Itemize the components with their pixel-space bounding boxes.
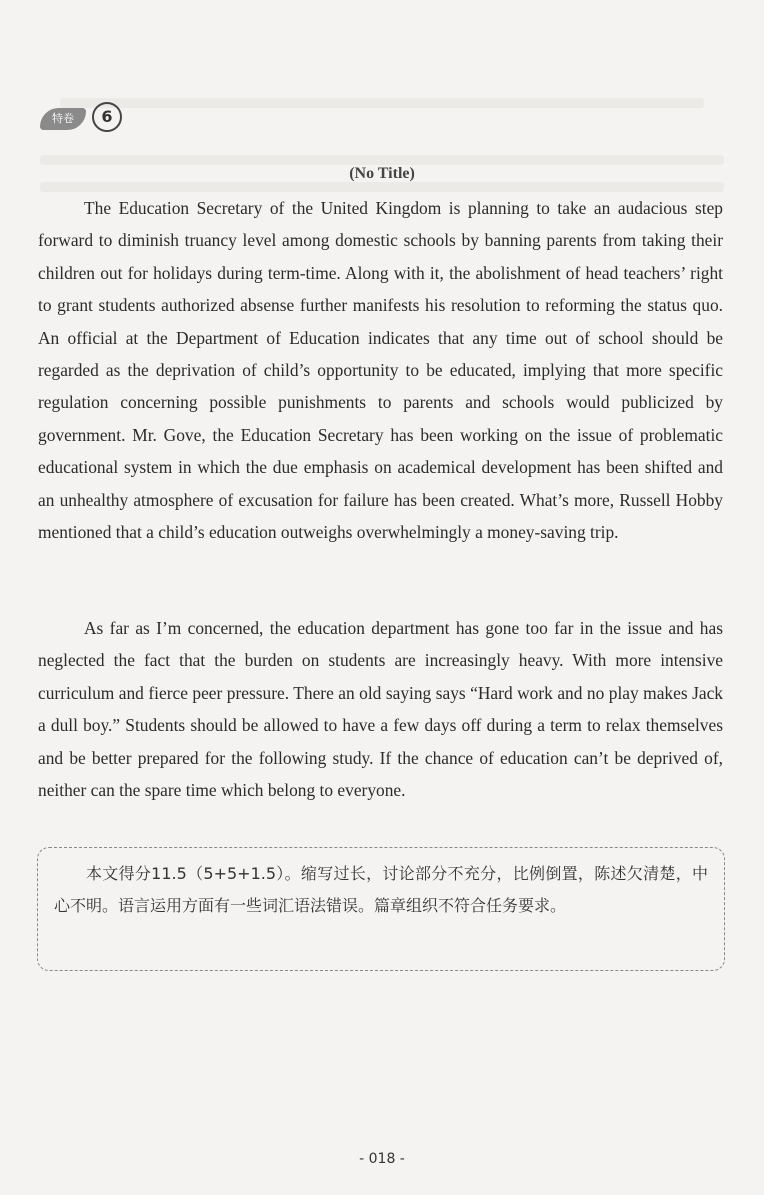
- bleed-through: [40, 182, 724, 192]
- badge-label: 特卷: [40, 108, 86, 130]
- teacher-comment-box: [37, 847, 725, 971]
- section-badge: [40, 100, 130, 134]
- bleed-through: [60, 98, 704, 108]
- essay-title: (No Title): [349, 165, 415, 182]
- essay-paragraph-1: The Education Secretary of the United Kingdom is planning to take an audacious step forward to diminish truancy level among domestic schools by banning parents from taking their children out for holidays during term-time. Along with it, the abolishment of head teachers’ right to grant students authorized absense further manifests his resolution to reforming the status quo. An official at the Department of Education indicates that any time out of school should be regarded as the deprivation of child’s opportunity to be educated, implying that more specific regulation concerning possible punishments to parents and schools would publicized by government. Mr. Gove, the Education Secretary has been working on the issue of problematic educational system in which the due emphasis on academical development has been shifted and an unhealthy atmosphere of excusation for failure has been created. What’s more, Russell Hobby mentioned that a child’s education outweighs overwhelmingly a money-saving trip.: [38, 198, 723, 543]
- page-number: - 018 -: [359, 1151, 405, 1167]
- badge-number: 6: [92, 102, 122, 132]
- bleed-through: [40, 155, 724, 165]
- essay-paragraph-2: As far as I’m concerned, the education department has gone too far in the issue and has neglected the fact that the burden on students are increasingly heavy. With more intensive curriculum and fierce peer pressure. There an old saying says “Hard work and no play makes Jack a dull boy.” Students should be allowed to have a few days off during a term to relax themselves and be better prepared for the following study. If the chance of education can’t be deprived of, neither can the spare time which belong to everyone.: [38, 618, 723, 801]
- teacher-comment: 本文得分11.5（5+5+1.5）。缩写过长，讨论部分不充分，比例倒置，陈述欠清楚，中心不明。语言运用方面有一些词汇语法错误。篇章组织不符合任务要求。: [54, 864, 708, 915]
